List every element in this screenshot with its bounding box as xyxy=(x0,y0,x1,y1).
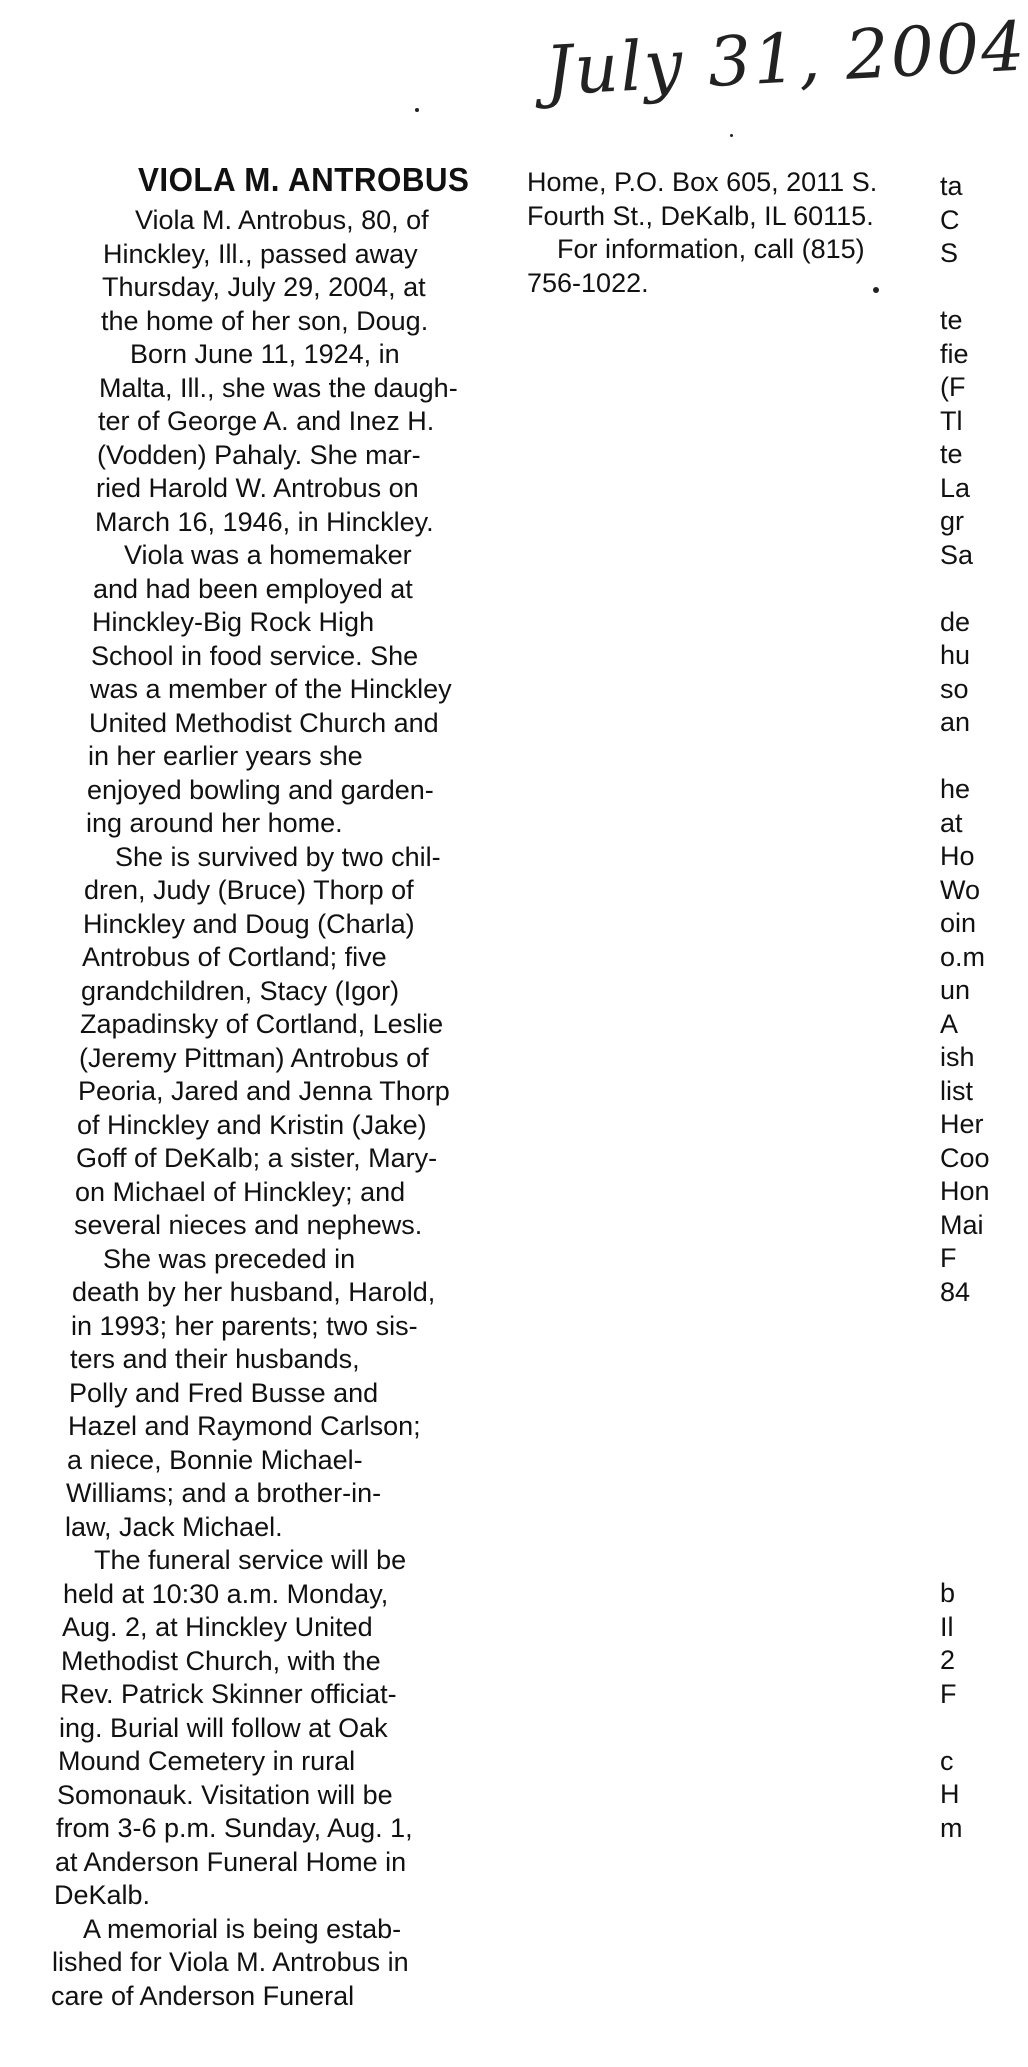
text-line: care of Anderson Funeral xyxy=(51,1980,355,2011)
text-line: She was preceded in xyxy=(103,1243,356,1274)
text-line: She is survived by two chil- xyxy=(115,841,441,872)
text-line: Viola was a homemaker xyxy=(124,540,412,570)
cutoff-fragment: Hon xyxy=(940,1176,990,1206)
cutoff-fragment: ta xyxy=(940,171,963,201)
stray-ink-dot xyxy=(730,134,733,137)
cutoff-fragment: un xyxy=(940,975,971,1005)
cutoff-fragment: Tl xyxy=(940,405,963,436)
cutoff-fragment: gr xyxy=(940,506,965,536)
text-line: 756-1022. xyxy=(527,267,649,298)
text-line: DeKalb. xyxy=(54,1880,151,1910)
text-line: Hinckley and Doug (Charla) xyxy=(83,908,415,939)
text-line: March 16, 1946, in Hinckley. xyxy=(95,506,434,537)
obituary-title: VIOLA M. ANTROBUS xyxy=(138,161,470,198)
text-line: Fourth St., DeKalb, IL 60115. xyxy=(527,200,874,231)
cutoff-fragment: c xyxy=(940,1745,954,1776)
text-line: Antrobus of Cortland; five xyxy=(82,942,387,972)
cutoff-fragment: so xyxy=(940,673,969,704)
text-line: a niece, Bonnie Michael- xyxy=(67,1444,363,1475)
text-line: law, Jack Michael. xyxy=(65,1511,283,1542)
cutoff-fragment: fie xyxy=(940,338,969,369)
cutoff-fragment: Wo xyxy=(940,874,981,905)
text-line: Williams; and a brother-in- xyxy=(66,1478,382,1508)
obituary-column-2 xyxy=(527,166,897,300)
text-line: from 3-6 p.m. Sunday, Aug. 1, xyxy=(56,1813,413,1843)
text-line: lished for Viola M. Antrobus in xyxy=(52,1947,409,1977)
cutoff-fragment: S xyxy=(940,238,959,268)
obituary-column-1 xyxy=(51,160,496,2013)
text-line: For information, call (815) xyxy=(557,234,865,264)
text-line: on Michael of Hinckley; and xyxy=(75,1176,406,1207)
cutoff-fragment: hu xyxy=(940,640,971,670)
cutoff-fragment: oin xyxy=(940,908,977,938)
cutoff-fragment: C xyxy=(940,204,960,235)
cutoff-fragment: Her xyxy=(940,1109,984,1139)
cutoff-fragment: F xyxy=(940,1678,957,1709)
text-line: Methodist Church, with the xyxy=(61,1645,381,1676)
text-line: grandchildren, Stacy (Igor) xyxy=(81,975,400,1006)
text-line: Zapadinsky of Cortland, Leslie xyxy=(80,1009,444,1039)
cutoff-fragment: b xyxy=(940,1578,956,1608)
handwritten-date: July 31, 2004 xyxy=(543,7,1028,112)
cutoff-fragment: Coo xyxy=(940,1142,990,1173)
obituary-body-column-1 xyxy=(51,204,496,2013)
text-line: the home of her son, Doug. xyxy=(101,305,429,336)
cutoff-fragment: 2 xyxy=(940,1645,956,1675)
text-line: ing around her home. xyxy=(86,808,343,838)
text-line: Home, P.O. Box 605, 2011 S. xyxy=(527,167,878,197)
cutoff-fragment: m xyxy=(940,1812,963,1843)
cutoff-fragment: te xyxy=(940,305,963,335)
cutoff-fragment: 84 xyxy=(940,1276,971,1307)
text-line: was a member of the Hinckley xyxy=(90,674,452,704)
adjacent-cutoff-column xyxy=(940,170,1000,1845)
cutoff-fragment: F xyxy=(940,1243,957,1273)
cutoff-fragment: La xyxy=(940,472,971,503)
cutoff-fragment: at xyxy=(940,807,963,838)
cutoff-fragment: Sa xyxy=(940,539,974,570)
text-line: Peoria, Jared and Jenna Thorp xyxy=(78,1076,450,1106)
text-line: ried Harold W. Antrobus on xyxy=(96,473,419,503)
text-line: and had been employed at xyxy=(93,573,413,604)
text-line: Goff of DeKalb; a sister, Mary- xyxy=(76,1143,438,1173)
text-line: ters and their husbands, xyxy=(70,1344,360,1374)
cutoff-fragment: he xyxy=(940,774,971,804)
cutoff-fragment: o.m xyxy=(940,941,986,972)
cutoff-fragment: list xyxy=(940,1075,973,1106)
cutoff-fragment: Ho xyxy=(940,841,975,871)
text-line: Aug. 2, at Hinckley United xyxy=(62,1612,373,1642)
text-line: of Hinckley and Kristin (Jake) xyxy=(77,1109,427,1140)
cutoff-fragment: (F xyxy=(940,372,966,402)
text-line: Somonauk. Visitation will be xyxy=(57,1779,393,1810)
text-line: Rev. Patrick Skinner officiat- xyxy=(60,1679,397,1709)
text-line: (Jeremy Pittman) Antrobus of xyxy=(79,1042,429,1073)
text-line: in 1993; her parents; two sis- xyxy=(71,1310,418,1341)
text-line: death by her husband, Harold, xyxy=(72,1277,436,1307)
cutoff-fragment: an xyxy=(940,707,971,737)
text-line: Hinckley-Big Rock High xyxy=(92,607,375,637)
text-line: in her earlier years she xyxy=(88,741,363,771)
text-line: Born June 11, 1924, in xyxy=(130,339,400,369)
text-line: United Methodist Church and xyxy=(89,707,439,738)
text-line: enjoyed bowling and garden- xyxy=(87,774,434,805)
text-line: held at 10:30 a.m. Monday, xyxy=(63,1578,389,1609)
cutoff-column-fragments xyxy=(940,170,1000,1845)
text-line: dren, Judy (Bruce) Thorp of xyxy=(84,875,414,905)
cutoff-fragment: Il xyxy=(940,1611,954,1642)
text-line: Mound Cemetery in rural xyxy=(58,1746,356,1776)
text-line: several nieces and nephews. xyxy=(74,1210,423,1240)
text-line: Hazel and Raymond Carlson; xyxy=(68,1411,421,1441)
cutoff-fragment: te xyxy=(940,439,963,469)
stray-ink-dot xyxy=(873,287,879,293)
text-line: at Anderson Funeral Home in xyxy=(55,1846,407,1877)
cutoff-fragment: H xyxy=(940,1779,960,1809)
obituary-body-column-2 xyxy=(527,166,897,300)
text-line: Viola M. Antrobus, 80, of xyxy=(135,205,429,235)
text-line: A memorial is being estab- xyxy=(83,1913,402,1944)
text-line: ter of George A. and Inez H. xyxy=(98,406,435,436)
stray-ink-dot xyxy=(415,108,419,112)
text-line: Polly and Fred Busse and xyxy=(69,1377,379,1408)
text-line: ing. Burial will follow at Oak xyxy=(59,1712,388,1743)
cutoff-fragment: ish xyxy=(940,1042,975,1072)
text-line: School in food service. She xyxy=(91,640,419,671)
cutoff-fragment: Mai xyxy=(940,1209,984,1240)
text-line: Hinckley, Ill., passed away xyxy=(103,238,418,269)
text-line: Malta, Ill., she was the daugh- xyxy=(99,372,458,403)
text-line: Thursday, July 29, 2004, at xyxy=(102,272,426,302)
text-line: (Vodden) Pahaly. She mar- xyxy=(97,439,421,470)
cutoff-fragment: A xyxy=(940,1008,959,1039)
cutoff-fragment: de xyxy=(940,606,971,637)
text-line: The funeral service will be xyxy=(94,1545,407,1575)
